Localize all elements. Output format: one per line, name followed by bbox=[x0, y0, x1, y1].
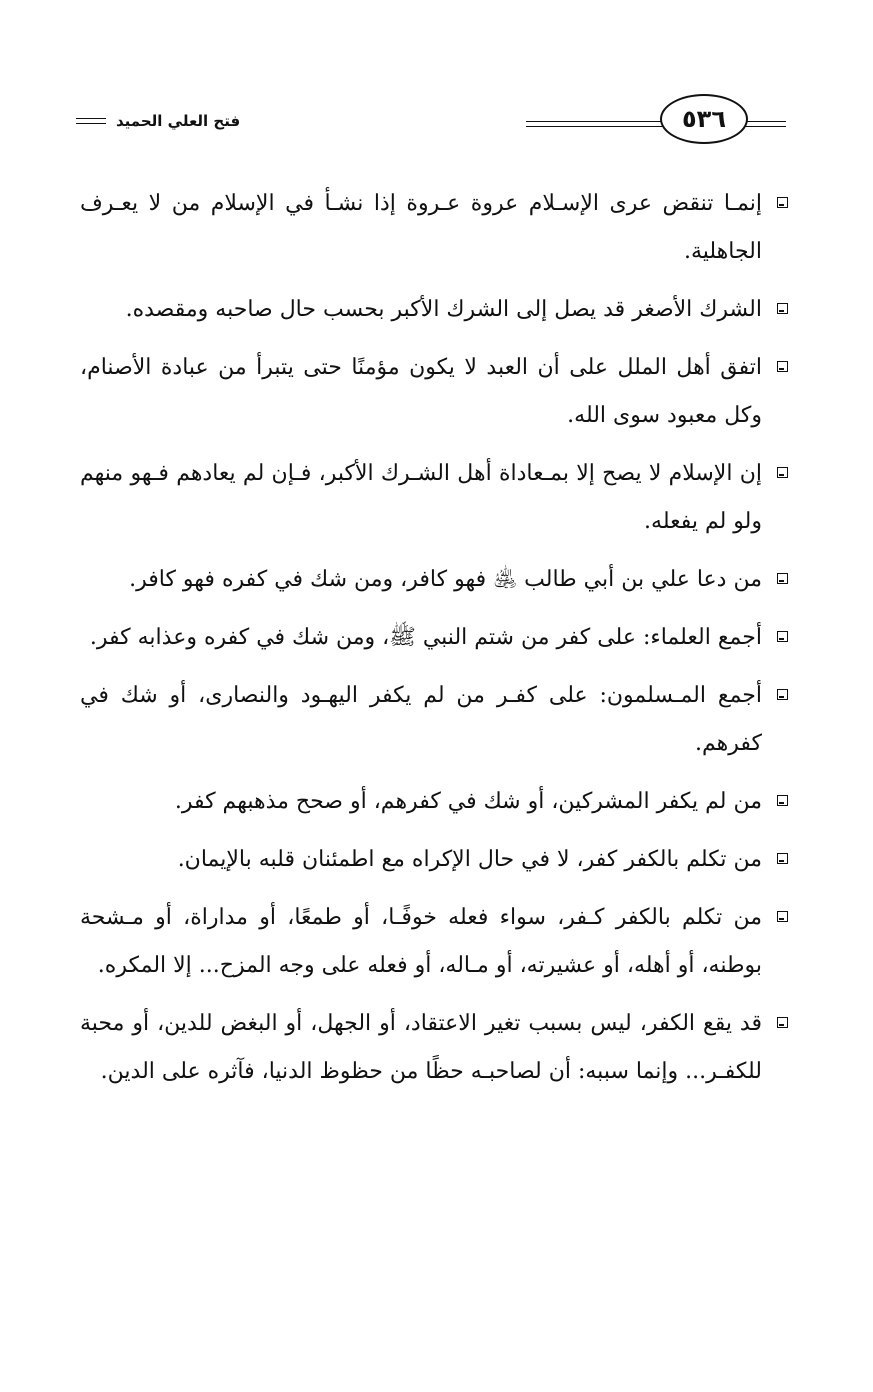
list-item bbox=[80, 778, 788, 826]
checkbox-bullet-icon bbox=[777, 361, 788, 372]
item-text: من دعا علي بن أبي طالب ﵁ فهو كافر، ومن شك في كفره فهو كافر. bbox=[129, 567, 762, 592]
list-item bbox=[80, 286, 788, 334]
list-item bbox=[80, 894, 788, 990]
list-item bbox=[80, 556, 788, 604]
list-item bbox=[80, 1000, 788, 1096]
checkbox-bullet-icon bbox=[777, 911, 788, 922]
list-item bbox=[80, 836, 788, 884]
item-text: من تكلم بالكفر كفر، لا في حال الإكراه مع اطمئنان قلبه بالإيمان. bbox=[177, 847, 762, 872]
checkbox-bullet-icon bbox=[777, 853, 788, 864]
list-item bbox=[80, 344, 788, 440]
checkbox-bullet-icon bbox=[777, 303, 788, 314]
list-item bbox=[80, 614, 788, 662]
item-text: من لم يكفر المشركين، أو شك في كفرهم، أو صحح مذهبهم كفر. bbox=[174, 789, 762, 814]
item-text: أجمع العلماء: على كفر من شتم النبي ﷺ، ومن شك في كفره وعذابه كفر. bbox=[89, 625, 762, 650]
checkbox-bullet-icon bbox=[777, 467, 788, 478]
item-text: اتفق أهل الملل على أن العبد لا يكون مؤمنًا حتى يتبرأ من عبادة الأصنام، وكل معبود سوى الله. bbox=[80, 355, 762, 428]
item-text: إنمـا تنقض عرى الإسـلام عروة عـروة إذا نشـأ في الإسلام من لا يعـرف الجاهلية. bbox=[80, 191, 762, 264]
list-item bbox=[80, 450, 788, 546]
checkbox-bullet-icon bbox=[777, 795, 788, 806]
item-text: إن الإسلام لا يصح إلا بمـعاداة أهل الشـرك الأكبر، فـإن لم يعادهم فـهو منهم ولو لم يفعله. bbox=[80, 461, 762, 534]
book-title: فتح العلي الحميد bbox=[116, 112, 241, 130]
header-double-rule bbox=[76, 118, 106, 124]
checkbox-bullet-icon bbox=[777, 689, 788, 700]
running-header bbox=[76, 112, 240, 130]
checkbox-bullet-icon bbox=[777, 1017, 788, 1028]
bullet-list bbox=[80, 180, 788, 1106]
list-item bbox=[80, 180, 788, 276]
item-text: أجمع المـسلمون: على كفـر من لم يكفر اليهـود والنصارى، أو شك في كفرهم. bbox=[80, 683, 762, 756]
checkbox-bullet-icon bbox=[777, 573, 788, 584]
checkbox-bullet-icon bbox=[777, 631, 788, 642]
page-number: ٥٣٦ bbox=[682, 105, 726, 133]
page-header bbox=[76, 84, 790, 152]
item-text: من تكلم بالكفر كـفر، سواء فعله خوفًـا، أو طمعًا، أو مداراة، أو مـشحة بوطنه، أو أهله، أو عشيرته، أو مـاله، أو فعله على وجه المزح... إلا المكره. bbox=[80, 905, 762, 978]
checkbox-bullet-icon bbox=[777, 197, 788, 208]
page-number-oval bbox=[660, 94, 748, 144]
item-text: الشرك الأصغر قد يصل إلى الشرك الأكبر بحسب حال صاحبه ومقصده. bbox=[125, 297, 762, 322]
item-text: قد يقع الكفر، ليس بسبب تغير الاعتقاد، أو الجهل، أو البغض للدين، أو محبة للكفـر... وإنما سببه: أن لصاحبـه حظًا من حظوظ الدنيا، فآثره على الدين. bbox=[80, 1011, 762, 1084]
list-item bbox=[80, 672, 788, 768]
